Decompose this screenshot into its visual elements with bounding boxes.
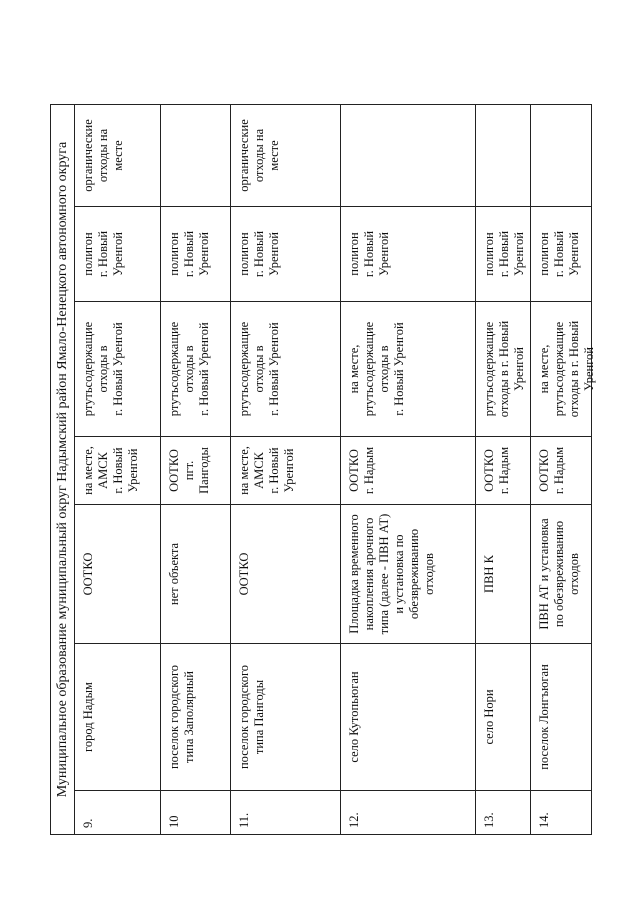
table-row bbox=[531, 105, 596, 834]
settlement-cell bbox=[75, 643, 160, 790]
landfill-cell-line: Уренгой bbox=[377, 232, 391, 276]
table-row bbox=[161, 105, 231, 834]
row-number: 10 bbox=[161, 790, 230, 834]
object-cell bbox=[341, 504, 475, 643]
mercury-waste-cell-line: Уренгой bbox=[582, 347, 596, 391]
landfill-cell-line: полигон bbox=[237, 232, 251, 276]
waste-facilities-table bbox=[50, 104, 596, 835]
mercury-waste-cell bbox=[231, 301, 340, 436]
tko-cell-line: пгт. Пангоды bbox=[182, 447, 211, 494]
landfill-cell-line: Уренгой bbox=[111, 232, 125, 276]
object-cell bbox=[476, 504, 530, 643]
row-number: 9. bbox=[75, 790, 160, 834]
tko-cell bbox=[231, 436, 340, 504]
object-cell-line: ООТКО bbox=[81, 552, 95, 596]
object-cell-line: нет объекта bbox=[167, 542, 181, 606]
object-cell-line: ПВН К bbox=[482, 555, 496, 593]
object-cell-line: Площадка временного bbox=[347, 514, 361, 634]
mercury-waste-cell bbox=[75, 301, 160, 436]
table-title: Муниципальное образование муниципальный округ Надымский район Ямало-Ненецкого автономного округа bbox=[51, 105, 75, 834]
landfill-cell bbox=[341, 206, 475, 301]
organic-waste-cell-line: отходы на bbox=[96, 128, 110, 183]
organic-waste-cell bbox=[75, 105, 160, 206]
object-cell bbox=[75, 504, 160, 643]
landfill-cell-line: г. Новый bbox=[96, 230, 110, 278]
landfill-cell-line: Уренгой bbox=[267, 232, 281, 276]
object-cell-line: накопления арочного bbox=[362, 517, 376, 631]
object-cell bbox=[231, 504, 340, 643]
mercury-waste-cell-line: отходы в bbox=[182, 345, 196, 393]
organic-waste-cell-line: месте bbox=[111, 140, 125, 171]
organic-waste-cell bbox=[531, 105, 592, 206]
table-row bbox=[341, 105, 476, 834]
landfill-cell bbox=[531, 206, 592, 301]
organic-waste-cell bbox=[341, 105, 475, 206]
tko-cell bbox=[161, 436, 230, 504]
landfill-cell-line: полигон bbox=[482, 232, 496, 276]
mercury-waste-cell bbox=[476, 301, 530, 436]
organic-waste-cell bbox=[231, 105, 340, 206]
mercury-waste-cell-line: г. Новый Уренгой bbox=[267, 322, 281, 416]
table-row bbox=[75, 105, 161, 834]
table-row bbox=[231, 105, 341, 834]
organic-waste-cell bbox=[476, 105, 530, 206]
landfill-cell-line: г. Новый bbox=[182, 230, 196, 278]
settlement-cell-line: село Нори bbox=[482, 689, 496, 745]
mercury-waste-cell-line: г. Новый Уренгой bbox=[392, 322, 406, 416]
tko-cell-line: ООТКО bbox=[347, 449, 361, 492]
landfill-cell-line: г. Новый bbox=[552, 230, 566, 278]
landfill-cell-line: полигон bbox=[537, 232, 551, 276]
mercury-waste-cell-line: на месте, bbox=[347, 344, 361, 394]
object-cell-line: обезвреживанию bbox=[407, 528, 421, 620]
mercury-waste-cell-line: ртутьсодержащие bbox=[552, 321, 566, 417]
landfill-cell-line: Уренгой bbox=[197, 232, 211, 276]
tko-cell-line: г. Надым bbox=[552, 446, 566, 495]
settlement-cell bbox=[476, 643, 530, 790]
landfill-cell-line: полигон bbox=[347, 232, 361, 276]
settlement-cell-line: поселок городского bbox=[237, 664, 251, 770]
landfill-cell bbox=[75, 206, 160, 301]
mercury-waste-cell-line: Уренгой bbox=[512, 347, 526, 391]
rotated-table-container bbox=[50, 104, 596, 835]
landfill-cell bbox=[476, 206, 530, 301]
mercury-waste-cell-line: отходы в г. Новый bbox=[567, 320, 581, 418]
row-number: 13. bbox=[476, 790, 530, 834]
landfill-cell bbox=[231, 206, 340, 301]
object-cell bbox=[531, 504, 592, 643]
settlement-cell bbox=[531, 643, 592, 790]
tko-cell-line: г. Надым bbox=[362, 446, 376, 495]
mercury-waste-cell bbox=[161, 301, 230, 436]
landfill-cell-line: г. Новый bbox=[362, 230, 376, 278]
object-cell-line: отходов bbox=[567, 553, 581, 595]
tko-cell-line: ООТКО bbox=[167, 449, 181, 492]
landfill-cell-line: полигон bbox=[167, 232, 181, 276]
organic-waste-cell-line: отходы на bbox=[252, 128, 266, 183]
settlement-cell bbox=[161, 643, 230, 790]
settlement-cell-line: поселок городского bbox=[167, 664, 181, 770]
organic-waste-cell-line: месте bbox=[267, 140, 281, 171]
mercury-waste-cell-line: отходы в bbox=[96, 345, 110, 393]
tko-cell-line: ООТКО bbox=[537, 449, 551, 492]
landfill-cell-line: Уренгой bbox=[567, 232, 581, 276]
mercury-waste-cell-line: ртутьсодержащие bbox=[362, 321, 376, 417]
mercury-waste-cell-line: отходы в bbox=[252, 345, 266, 393]
object-cell-line: по обезвреживанию bbox=[552, 520, 566, 628]
organic-waste-cell bbox=[161, 105, 230, 206]
object-cell-line: ООТКО bbox=[237, 552, 251, 596]
mercury-waste-cell-line: г. Новый Уренгой bbox=[111, 322, 125, 416]
tko-cell-line: на месте, bbox=[81, 446, 95, 495]
tko-cell-line: АМСК bbox=[96, 452, 110, 489]
tko-cell-line: на месте, bbox=[237, 446, 251, 495]
table-row bbox=[476, 105, 531, 834]
tko-cell-line: Уренгой bbox=[282, 448, 296, 493]
settlement-cell-line: город Надым bbox=[81, 682, 95, 752]
organic-waste-cell-line: органические bbox=[81, 119, 95, 192]
mercury-waste-cell-line: г. Новый Уренгой bbox=[197, 322, 211, 416]
mercury-waste-cell-line: на месте, bbox=[537, 344, 551, 394]
mercury-waste-cell-line: ртутьсодержащие bbox=[81, 321, 95, 417]
tko-cell bbox=[531, 436, 592, 504]
settlement-cell-line: типа Заполярный bbox=[182, 671, 196, 763]
tko-cell-line: г. Новый bbox=[267, 447, 281, 494]
row-number: 12. bbox=[341, 790, 475, 834]
tko-cell-line: г. Новый bbox=[111, 447, 125, 494]
tko-cell bbox=[341, 436, 475, 504]
settlement-cell bbox=[231, 643, 340, 790]
settlement-cell-line: село Кутопьюган bbox=[347, 671, 361, 763]
row-number: 14. bbox=[531, 790, 592, 834]
landfill-cell-line: г. Новый bbox=[252, 230, 266, 278]
mercury-waste-cell-line: ртутьсодержащие bbox=[167, 321, 181, 417]
landfill-cell bbox=[161, 206, 230, 301]
object-cell-line: типа (далее - ПВН АТ) bbox=[377, 513, 391, 635]
landfill-cell-line: Уренгой bbox=[512, 232, 526, 276]
object-cell-line: и установка по bbox=[392, 534, 406, 614]
tko-cell-line: АМСК bbox=[252, 452, 266, 489]
organic-waste-cell-line: органические bbox=[237, 119, 251, 192]
tko-cell bbox=[75, 436, 160, 504]
row-number: 11. bbox=[231, 790, 340, 834]
object-cell bbox=[161, 504, 230, 643]
mercury-waste-cell bbox=[341, 301, 475, 436]
object-cell-line: отходов bbox=[422, 553, 436, 595]
tko-cell bbox=[476, 436, 530, 504]
mercury-waste-cell-line: ртутьсодержащие bbox=[237, 321, 251, 417]
mercury-waste-cell bbox=[531, 301, 596, 436]
mercury-waste-cell-line: ртутьсодержащие bbox=[482, 321, 496, 417]
tko-cell-line: г. Надым bbox=[497, 446, 511, 495]
mercury-waste-cell-line: отходы в bbox=[377, 345, 391, 393]
settlement-cell-line: типа Пангоды bbox=[252, 679, 266, 755]
tko-cell-line: Уренгой bbox=[126, 448, 140, 493]
mercury-waste-cell-line: отходы в г. Новый bbox=[497, 320, 511, 418]
settlement-cell bbox=[341, 643, 475, 790]
settlement-cell-line: поселок Лонгъюган bbox=[537, 664, 551, 770]
landfill-cell-line: полигон bbox=[81, 232, 95, 276]
object-cell-line: ПВН АТ и установка bbox=[537, 518, 551, 630]
landfill-cell-line: г. Новый bbox=[497, 230, 511, 278]
tko-cell-line: ООТКО bbox=[482, 449, 496, 492]
